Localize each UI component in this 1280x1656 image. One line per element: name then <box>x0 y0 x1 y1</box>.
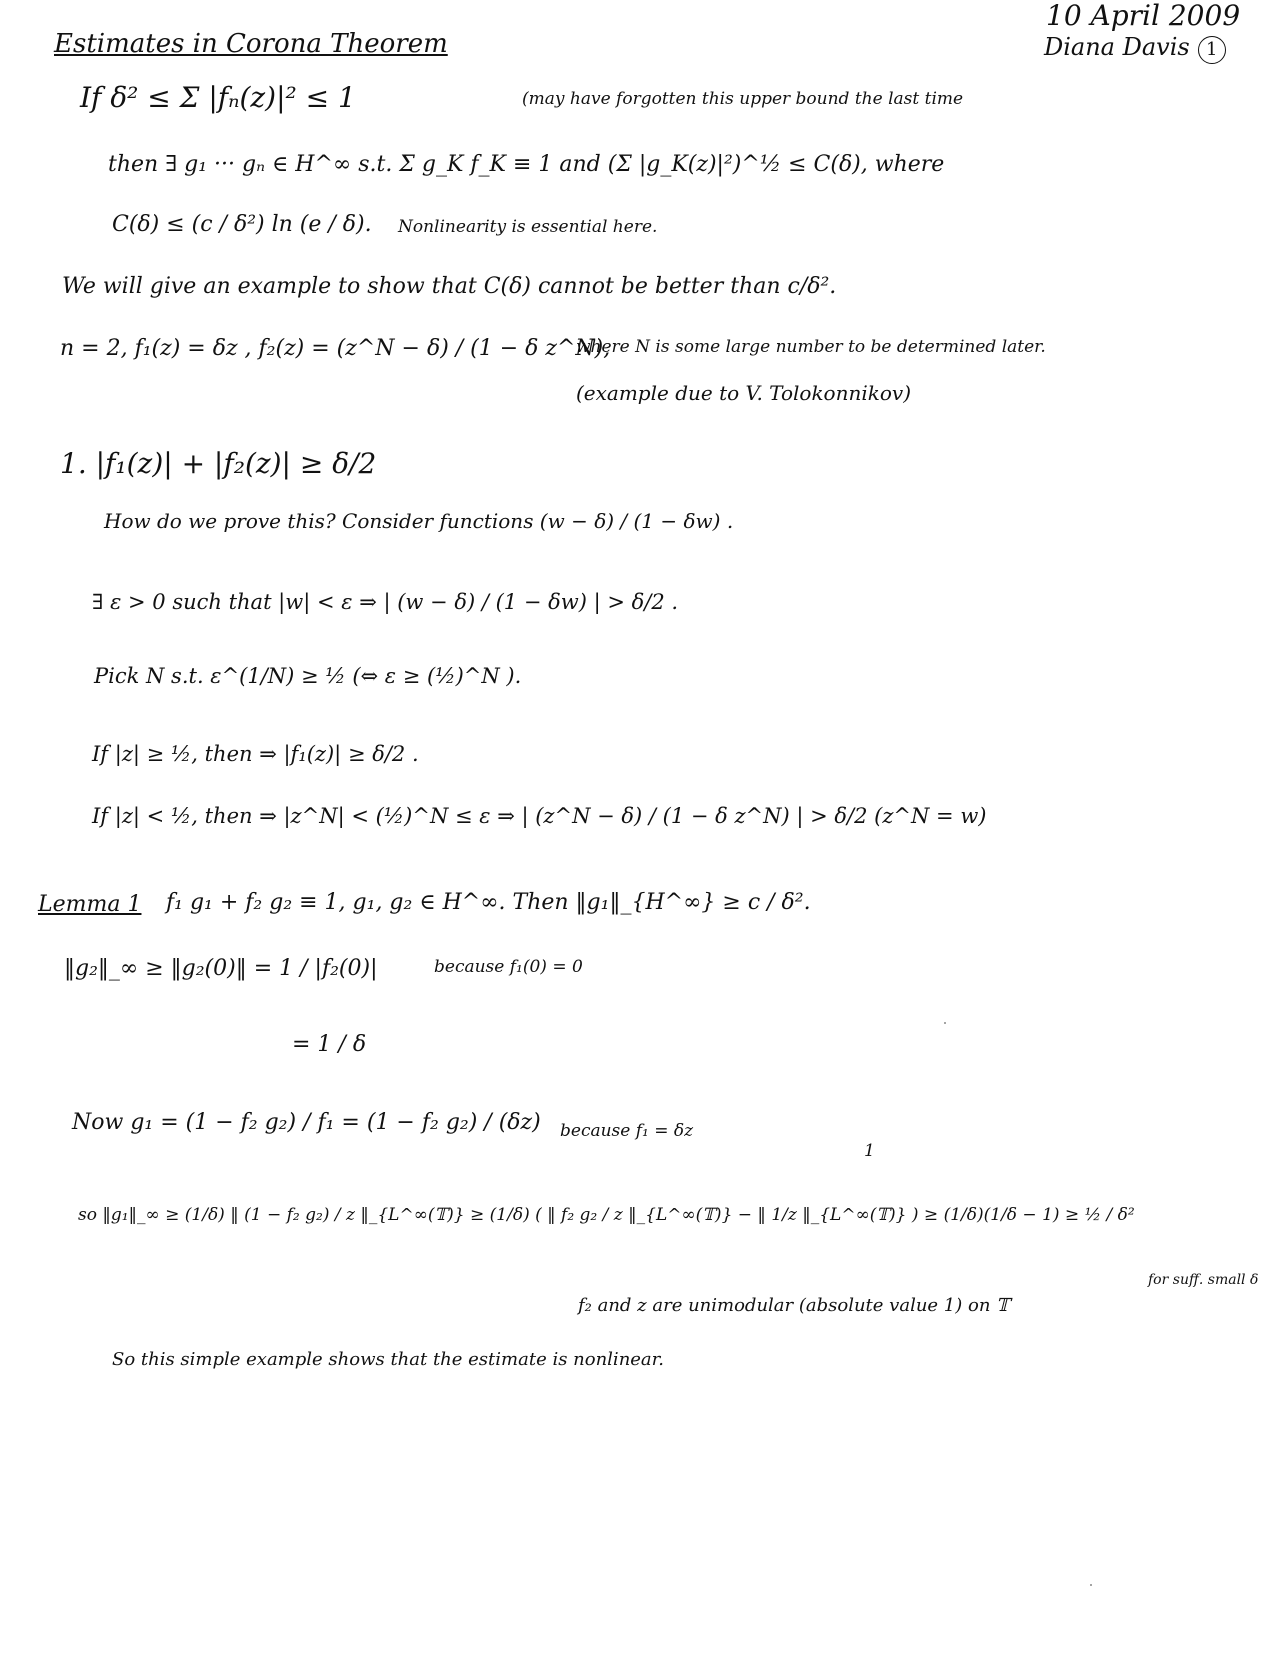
lemma-statement: f₁ g₁ + f₂ g₂ ≡ 1, g₁, g₂ ∈ H^∞. Then ‖g₁‖_{H^∞} ≥ c / δ². <box>166 890 811 915</box>
date: 10 April 2009 <box>1046 0 1241 32</box>
part1-heading: 1. |f₁(z)| + |f₂(z)| ≥ δ/2 <box>60 447 377 480</box>
part1-line-a: How do we prove this? Consider functions (w − δ) / (1 − δw) . <box>104 509 734 533</box>
author <box>1044 34 1226 64</box>
lemma-line-d: so ‖g₁‖_∞ ≥ (1/δ) ‖ (1 − f₂ g₂) / z ‖_{L^∞(𝕋)} ≥ (1/δ) ( ‖ f₂ g₂ / z ‖_{L^∞(𝕋)} − ‖ 1/z ‖_{L^∞(𝕋)} ) ≥ (1/δ)(1/δ − 1) ≥ ½ / δ² <box>78 1205 1135 1225</box>
lemma-conclusion: So this simple example shows that the estimate is nonlinear. <box>112 1349 665 1370</box>
statement-line-5-note-a: where N is some large number to be determined later. <box>576 337 1046 357</box>
lemma-line-d-above: 1 <box>864 1141 875 1161</box>
part1-line-d: If |z| ≥ ½, then ⇒ |f₁(z)| ≥ δ/2 . <box>92 742 419 766</box>
statement-line-4: We will give an example to show that C(δ) cannot be better than c/δ². <box>62 274 837 299</box>
lemma-label: Lemma 1 <box>38 892 142 917</box>
statement-line-1: If δ² ≤ Σ |fₙ(z)|² ≤ 1 <box>80 81 356 114</box>
statement-line-3-note: Nonlinearity is essential here. <box>398 217 658 237</box>
statement-line-2: then ∃ g₁ ··· gₙ ∈ H^∞ s.t. Σ g_K f_K ≡ 1 and (Σ |g_K(z)|²)^½ ≤ C(δ), where <box>108 152 945 177</box>
part1-line-e: If |z| < ½, then ⇒ |z^N| < (½)^N ≤ ε ⇒ | (z^N − δ) / (1 − δ z^N) | > δ/2 (z^N = w) <box>92 804 987 828</box>
part1-line-c: Pick N s.t. ε^(1/N) ≥ ½ (⇔ ε ≥ (½)^N ). <box>94 664 522 688</box>
lemma-line-e: f₂ and z are unimodular (absolute value 1) on 𝕋 <box>578 1295 1010 1316</box>
statement-line-1-note: (may have forgotten this upper bound the last time <box>522 89 964 109</box>
author-name: Diana Davis <box>1044 33 1190 61</box>
scan-speck <box>944 1022 946 1024</box>
part1-line-b: ∃ ε > 0 such that |w| < ε ⇒ | (w − δ) / (1 − δw) | > δ/2 . <box>92 590 679 614</box>
lemma-line-b: = 1 / δ <box>292 1032 367 1057</box>
statement-line-3: C(δ) ≤ (c / δ²) ln (e / δ). <box>112 212 372 237</box>
lemma-line-d-side: for suff. small δ <box>1148 1272 1259 1288</box>
statement-line-5-note-b: (example due to V. Tolokonnikov) <box>576 381 912 405</box>
lemma-line-a-note: because f₁(0) = 0 <box>434 957 583 977</box>
lemma-line-c-note: because f₁ = δz <box>560 1121 694 1141</box>
lemma-line-a: ‖g₂‖_∞ ≥ ‖g₂(0)‖ = 1 / |f₂(0)| <box>64 956 378 981</box>
page-number: 1 <box>1198 36 1226 64</box>
lemma-line-c: Now g₁ = (1 − f₂ g₂) / f₁ = (1 − f₂ g₂) / (δz) <box>72 1110 541 1135</box>
page-title: Estimates in Corona Theorem <box>54 29 448 59</box>
scan-speck <box>1090 1584 1092 1586</box>
statement-line-5: n = 2, f₁(z) = δz , f₂(z) = (z^N − δ) / (1 − δ z^N), <box>60 336 611 361</box>
